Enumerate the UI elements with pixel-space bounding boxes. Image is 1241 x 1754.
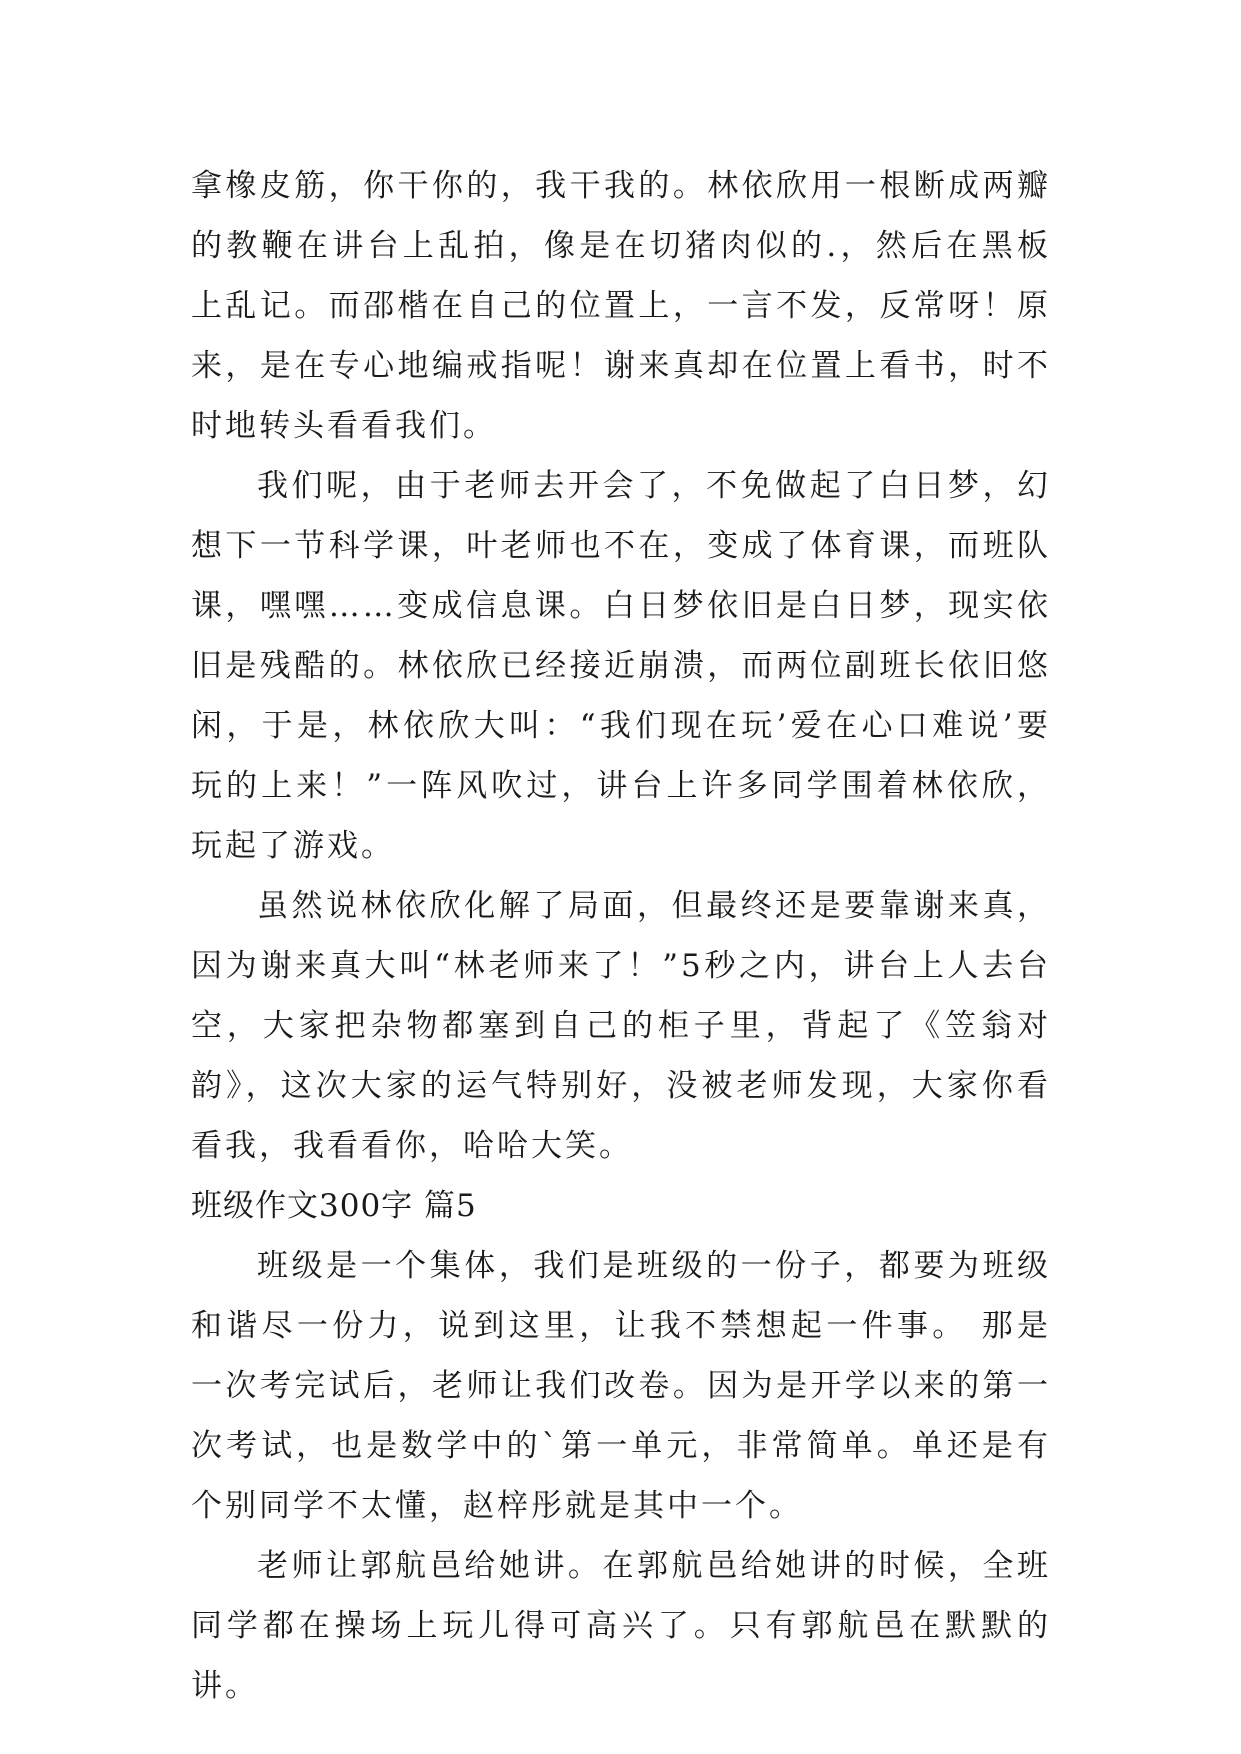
paragraph-3: 虽然说林依欣化解了局面，但最终还是要靠谢来真，因为谢来真大叫“林老师来了！”5秒之内，讲台上人去台空，大家把杂物都塞到自己的柜子里，背起了《笠翁对韵》，这次大家的运气特别好，没被老师发现，大家你看看我，我看看你，哈哈大笑。 <box>191 888 1051 1164</box>
paragraph-1: 拿橡皮筋，你干你的，我干我的。林依欣用一根断成两瓣的教鞭在讲台上乱拍，像是在切猪肉似的.，然后在黑板上乱记。而邵楷在自己的位置上，一言不发，反常呀！原来，是在专心地编戒指呢！谢来真却在位置上看书，时不时地转头看看我们。 <box>191 168 1051 444</box>
section-heading: 班级作文300字 篇5 <box>191 1188 477 1224</box>
paragraph-5: 老师让郭航邑给她讲。在郭航邑给她讲的时候，全班同学都在操场上玩儿得可高兴了。只有郭航邑在默默的讲。 <box>191 1548 1051 1704</box>
paragraph-4: 班级是一个集体，我们是班级的一份子，都要为班级和谐尽一份力，说到这里，让我不禁想起一件事。 那是一次考完试后，老师让我们改卷。因为是开学以来的第一次考试，也是数学中的`第一单元，非常简单。单还是有个别同学不太懂，赵梓彤就是其中一个。 <box>191 1248 1051 1524</box>
document-page <box>191 156 1051 1716</box>
paragraph-2: 我们呢，由于老师去开会了，不免做起了白日梦，幻想下一节科学课，叶老师也不在，变成了体育课，而班队课，嘿嘿……变成信息课。白日梦依旧是白日梦，现实依旧是残酷的。林依欣已经接近崩溃，而两位副班长依旧悠闲，于是，林依欣大叫：“我们现在玩’爱在心口难说’要玩的上来！”一阵风吹过，讲台上许多同学围着林依欣，玩起了游戏。 <box>191 468 1051 864</box>
